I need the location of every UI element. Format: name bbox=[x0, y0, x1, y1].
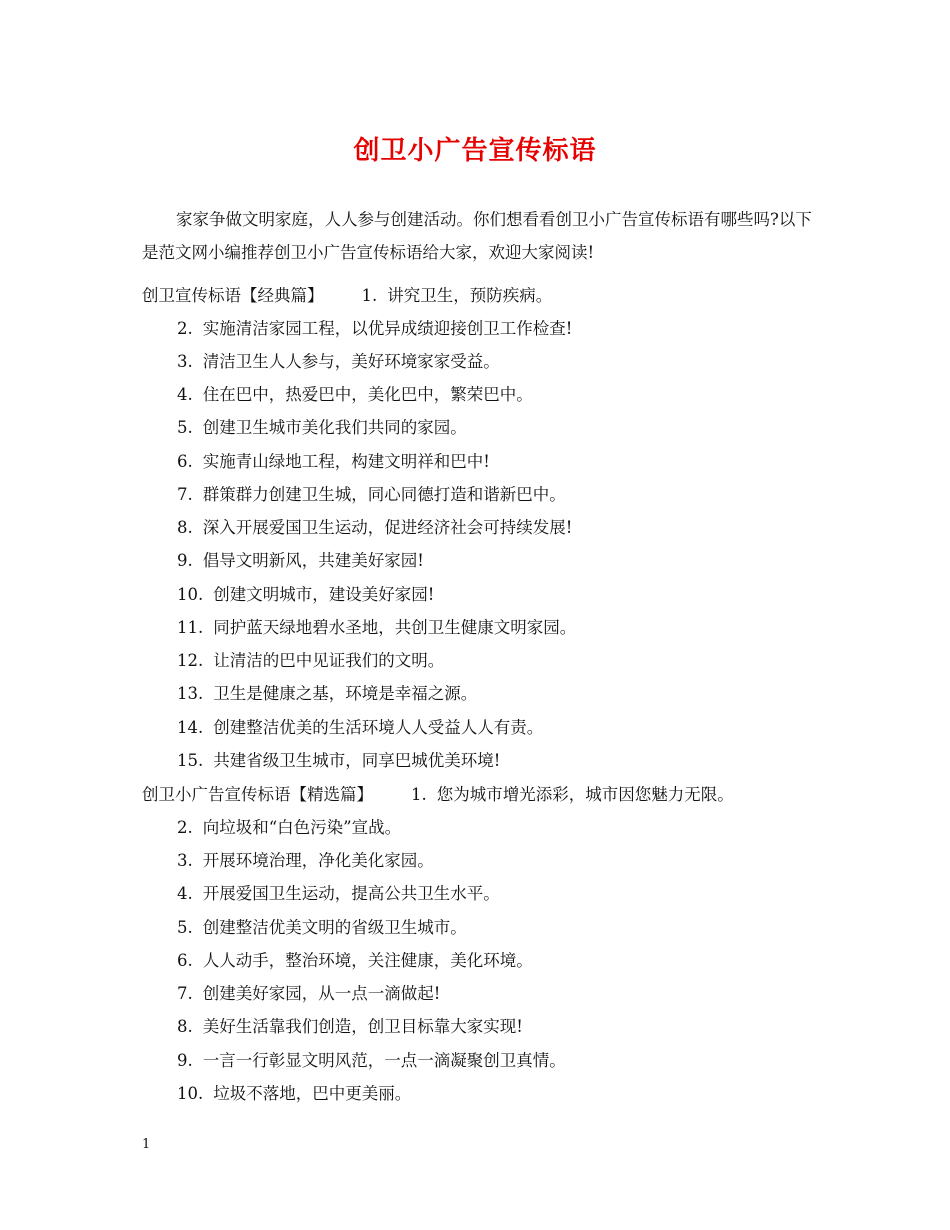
intro-paragraph: 家家争做文明家庭，人人参与创建活动。你们想看看创卫小广告宣传标语有哪些吗?以下是范文网小编推荐创卫小广告宣传标语给大家，欢迎大家阅读! bbox=[142, 210, 812, 262]
list-item-text: 讲究卫生，预防疾病。 bbox=[387, 286, 553, 305]
list-item-text: 创建美好家园，从一点一滴做起! bbox=[202, 984, 441, 1003]
list-item-text: 开展环境治理，净化美化家园。 bbox=[202, 851, 434, 870]
list-item-number: 4. bbox=[177, 385, 193, 404]
list-item-number: 6. bbox=[177, 951, 193, 970]
list-item-number: 11. bbox=[177, 618, 204, 637]
list-item bbox=[177, 514, 572, 538]
list-item-number: 13. bbox=[177, 684, 204, 703]
list-item-number: 2. bbox=[177, 818, 193, 837]
list-item-text: 人人动手，整治环境，关注健康，美化环境。 bbox=[202, 951, 533, 970]
list-item bbox=[177, 847, 434, 871]
section-heading: 创卫宣传标语【经典篇】 bbox=[142, 286, 324, 305]
list-item-number: 12. bbox=[177, 651, 204, 670]
list-item-text: 同护蓝天绿地碧水圣地，共创卫生健康文明家园。 bbox=[213, 618, 577, 637]
list-item-number: 1. bbox=[411, 785, 427, 804]
list-item bbox=[177, 647, 444, 671]
list-item-number: 8. bbox=[177, 1017, 193, 1036]
list-item-number: 9. bbox=[177, 551, 193, 570]
list-item-number: 6. bbox=[177, 452, 193, 471]
page-number: 1 bbox=[142, 1137, 151, 1152]
list-item-text: 共建省级卫生城市，同享巴城优美环境! bbox=[213, 751, 501, 770]
list-item-number: 5. bbox=[177, 418, 193, 437]
list-item-number: 4. bbox=[177, 884, 193, 903]
list-item-text: 创建整洁优美文明的省级卫生城市。 bbox=[202, 918, 467, 937]
list-item-text: 创建卫生城市美化我们共同的家园。 bbox=[202, 418, 467, 437]
list-item bbox=[177, 714, 543, 738]
list-item-text: 开展爱国卫生运动，提高公共卫生水平。 bbox=[202, 884, 500, 903]
list-item bbox=[177, 947, 533, 971]
section-heading-line bbox=[142, 781, 734, 805]
list-item-number: 2. bbox=[177, 319, 193, 338]
list-item bbox=[177, 880, 500, 904]
list-item-number: 9. bbox=[177, 1051, 193, 1070]
list-item-number: 3. bbox=[177, 352, 193, 371]
list-item-number: 1. bbox=[361, 286, 378, 305]
list-item-text: 群策群力创建卫生城，同心同德打造和谐新巴中。 bbox=[202, 485, 566, 504]
list-item-text: 美好生活靠我们创造，创卫目标靠大家实现! bbox=[202, 1017, 523, 1036]
list-item bbox=[177, 547, 424, 571]
list-item-text: 实施青山绿地工程，构建文明祥和巴中! bbox=[202, 452, 490, 471]
list-item bbox=[177, 1080, 411, 1104]
document-title: 创卫小广告宣传标语 bbox=[353, 136, 597, 166]
list-item-number: 3. bbox=[177, 851, 193, 870]
list-item-text: 住在巴中，热爱巴中，美化巴中，繁荣巴中。 bbox=[202, 385, 533, 404]
list-item-text: 深入开展爱国卫生运动，促进经济社会可持续发展! bbox=[202, 518, 573, 537]
list-item-text: 让清洁的巴中见证我们的文明。 bbox=[213, 651, 445, 670]
list-item-number: 7. bbox=[177, 984, 193, 1003]
list-item bbox=[177, 680, 477, 704]
list-item-text: 倡导文明新风，共建美好家园! bbox=[202, 551, 424, 570]
list-item-text: 创建文明城市，建设美好家园! bbox=[213, 585, 435, 604]
list-item bbox=[177, 1047, 566, 1071]
list-item-text: 实施清洁家园工程，以优异成绩迎接创卫工作检查! bbox=[202, 319, 573, 338]
list-item-number: 10. bbox=[177, 1084, 204, 1103]
list-item-text: 一言一行彰显文明风范，一点一滴凝聚创卫真情。 bbox=[202, 1051, 566, 1070]
list-item-number: 10. bbox=[177, 585, 204, 604]
list-item bbox=[177, 348, 500, 372]
list-item bbox=[177, 980, 440, 1004]
list-item bbox=[177, 814, 401, 838]
list-item bbox=[177, 747, 500, 771]
section-heading: 创卫小广告宣传标语【精选篇】 bbox=[142, 785, 373, 804]
list-item-text: 卫生是健康之基，环境是幸福之源。 bbox=[213, 684, 478, 703]
list-item bbox=[177, 581, 434, 605]
list-item-number: 5. bbox=[177, 918, 193, 937]
list-item-number: 15. bbox=[177, 751, 204, 770]
list-item-number: 8. bbox=[177, 518, 193, 537]
list-item bbox=[177, 414, 467, 438]
list-item-text: 创建整洁优美的生活环境人人受益人人有责。 bbox=[213, 718, 544, 737]
list-item bbox=[177, 914, 467, 938]
list-item bbox=[177, 614, 576, 638]
section-heading-line bbox=[142, 282, 552, 306]
list-item-text: 清洁卫生人人参与，美好环境家家受益。 bbox=[202, 352, 500, 371]
list-item bbox=[177, 481, 566, 505]
list-item bbox=[177, 381, 533, 405]
list-item bbox=[177, 315, 572, 339]
list-item bbox=[177, 448, 490, 472]
list-item-number: 7. bbox=[177, 485, 193, 504]
list-item-number: 14. bbox=[177, 718, 204, 737]
list-item bbox=[177, 1013, 523, 1037]
list-item-text: 您为城市增光添彩，城市因您魅力无限。 bbox=[436, 785, 734, 804]
list-item-text: 向垃圾和“白色污染”宣战。 bbox=[202, 818, 402, 837]
list-item-text: 垃圾不落地，巴中更美丽。 bbox=[213, 1084, 412, 1103]
